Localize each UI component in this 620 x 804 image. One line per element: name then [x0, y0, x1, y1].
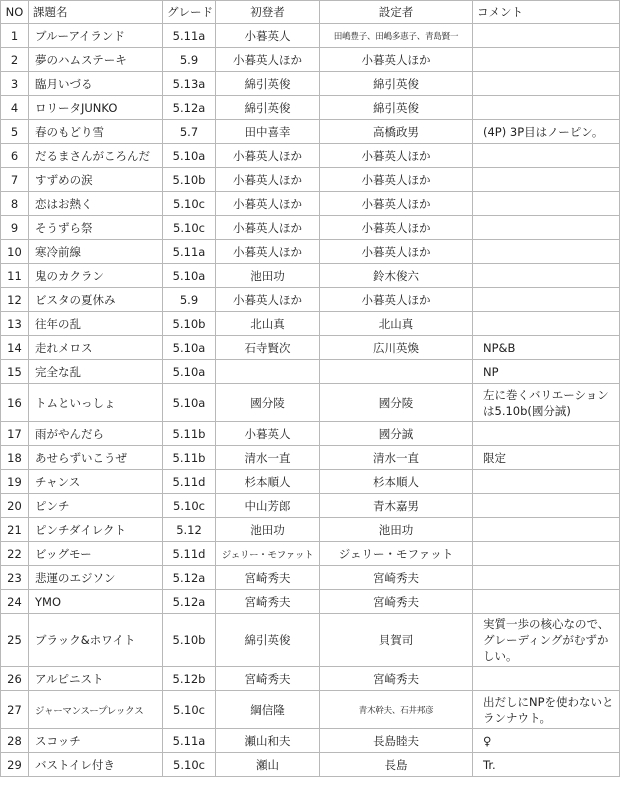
- cell-setter: 貝賀司: [320, 614, 473, 667]
- cell-no: 22: [1, 542, 29, 566]
- table-row: [1, 72, 620, 96]
- cell-first-ascent: 杉本順人: [216, 470, 320, 494]
- cell-no: 4: [1, 96, 29, 120]
- cell-no: 23: [1, 566, 29, 590]
- cell-no: 29: [1, 753, 29, 777]
- cell-grade: 5.7: [163, 120, 216, 144]
- cell-comment: [473, 542, 620, 566]
- cell-grade: 5.11d: [163, 470, 216, 494]
- cell-setter: 清水一直: [320, 446, 473, 470]
- table-row: [1, 192, 620, 216]
- cell-first-ascent: 清水一直: [216, 446, 320, 470]
- table-row: [1, 312, 620, 336]
- table-row: [1, 24, 620, 48]
- header-first-ascent: 初登者: [216, 1, 320, 24]
- cell-route-name: ロリータJUNKO: [29, 96, 163, 120]
- cell-no: 11: [1, 264, 29, 288]
- cell-route-name: ブルーアイランド: [29, 24, 163, 48]
- cell-comment: [473, 24, 620, 48]
- cell-setter: 綿引英俊: [320, 72, 473, 96]
- cell-setter: 北山真: [320, 312, 473, 336]
- table-row: [1, 494, 620, 518]
- cell-grade: 5.10b: [163, 168, 216, 192]
- cell-first-ascent: 小暮英人: [216, 422, 320, 446]
- cell-setter: 小暮英人ほか: [320, 240, 473, 264]
- cell-grade: 5.12: [163, 518, 216, 542]
- cell-no: 17: [1, 422, 29, 446]
- cell-comment: [473, 667, 620, 691]
- cell-route-name: トムといっしょ: [29, 384, 163, 422]
- cell-grade: 5.10c: [163, 216, 216, 240]
- cell-setter: 広川英煥: [320, 336, 473, 360]
- cell-route-name: 夢のハムステーキ: [29, 48, 163, 72]
- table-row: [1, 667, 620, 691]
- cell-first-ascent: 小暮英人ほか: [216, 288, 320, 312]
- table-row: [1, 96, 620, 120]
- cell-first-ascent: 宮崎秀夫: [216, 566, 320, 590]
- cell-grade: 5.10a: [163, 264, 216, 288]
- table-row: [1, 48, 620, 72]
- table-row: [1, 590, 620, 614]
- cell-grade: 5.10b: [163, 614, 216, 667]
- cell-first-ascent: 小暮英人: [216, 24, 320, 48]
- cell-grade: 5.11b: [163, 422, 216, 446]
- header-row: [1, 1, 620, 24]
- cell-first-ascent: 石寺賢次: [216, 336, 320, 360]
- cell-route-name: 走れメロス: [29, 336, 163, 360]
- cell-no: 24: [1, 590, 29, 614]
- cell-comment: [473, 264, 620, 288]
- cell-setter: 小暮英人ほか: [320, 144, 473, 168]
- cell-grade: 5.12a: [163, 566, 216, 590]
- cell-comment: [473, 422, 620, 446]
- cell-first-ascent: 小暮英人ほか: [216, 144, 320, 168]
- cell-grade: 5.12a: [163, 590, 216, 614]
- cell-route-name: ピンチダイレクト: [29, 518, 163, 542]
- cell-grade: 5.12b: [163, 667, 216, 691]
- table-row: [1, 336, 620, 360]
- cell-setter: 長島: [320, 753, 473, 777]
- cell-route-name: YMO: [29, 590, 163, 614]
- cell-no: 12: [1, 288, 29, 312]
- cell-grade: 5.11a: [163, 24, 216, 48]
- cell-comment: ♀: [473, 729, 620, 753]
- cell-grade: 5.10c: [163, 691, 216, 729]
- cell-first-ascent: ジェリー・モファット: [216, 542, 320, 566]
- table-row: [1, 384, 620, 422]
- cell-comment: 左に巻くバリエーションは5.10b(國分誠): [473, 384, 620, 422]
- cell-setter: 高橋政男: [320, 120, 473, 144]
- cell-setter: 長島睦夫: [320, 729, 473, 753]
- cell-no: 8: [1, 192, 29, 216]
- cell-route-name: 恋はお熱く: [29, 192, 163, 216]
- cell-route-name: だるまさんがころんだ: [29, 144, 163, 168]
- cell-grade: 5.11b: [163, 446, 216, 470]
- cell-comment: NP&B: [473, 336, 620, 360]
- table-row: [1, 216, 620, 240]
- cell-comment: [473, 518, 620, 542]
- cell-no: 7: [1, 168, 29, 192]
- cell-no: 10: [1, 240, 29, 264]
- cell-no: 27: [1, 691, 29, 729]
- cell-first-ascent: 小暮英人ほか: [216, 192, 320, 216]
- cell-first-ascent: 小暮英人ほか: [216, 48, 320, 72]
- table-row: [1, 144, 620, 168]
- cell-setter: 田嶋豊子、田嶋多恵子、青島賢一: [320, 24, 473, 48]
- cell-route-name: あせらずいこうぜ: [29, 446, 163, 470]
- cell-comment: [473, 494, 620, 518]
- cell-comment: [473, 566, 620, 590]
- cell-setter: 綿引英俊: [320, 96, 473, 120]
- cell-setter: ジェリー・モファット: [320, 542, 473, 566]
- cell-first-ascent: 宮崎秀夫: [216, 590, 320, 614]
- cell-setter: 小暮英人ほか: [320, 288, 473, 312]
- cell-route-name: ビッグモー: [29, 542, 163, 566]
- cell-setter: 國分陵: [320, 384, 473, 422]
- table-row: [1, 470, 620, 494]
- table-row: [1, 360, 620, 384]
- cell-route-name: 雨がやんだら: [29, 422, 163, 446]
- cell-grade: 5.9: [163, 48, 216, 72]
- cell-no: 18: [1, 446, 29, 470]
- cell-no: 16: [1, 384, 29, 422]
- cell-comment: [473, 144, 620, 168]
- cell-no: 9: [1, 216, 29, 240]
- cell-route-name: 往年の乱: [29, 312, 163, 336]
- cell-grade: 5.10b: [163, 312, 216, 336]
- cell-no: 5: [1, 120, 29, 144]
- table-row: [1, 288, 620, 312]
- table-row: [1, 566, 620, 590]
- cell-setter: 小暮英人ほか: [320, 168, 473, 192]
- cell-first-ascent: 綿引英俊: [216, 72, 320, 96]
- cell-route-name: すずめの涙: [29, 168, 163, 192]
- table-row: [1, 753, 620, 777]
- cell-setter: 池田功: [320, 518, 473, 542]
- cell-setter: 宮崎秀夫: [320, 667, 473, 691]
- cell-grade: 5.10c: [163, 192, 216, 216]
- cell-no: 6: [1, 144, 29, 168]
- table-row: [1, 120, 620, 144]
- cell-first-ascent: 田中喜幸: [216, 120, 320, 144]
- cell-no: 2: [1, 48, 29, 72]
- cell-first-ascent: 綿引英俊: [216, 96, 320, 120]
- cell-grade: 5.10a: [163, 360, 216, 384]
- cell-setter: 國分誠: [320, 422, 473, 446]
- table-row: [1, 518, 620, 542]
- cell-route-name: スコッチ: [29, 729, 163, 753]
- cell-route-name: ブラック&ホワイト: [29, 614, 163, 667]
- table-row: [1, 446, 620, 470]
- header-setter: 設定者: [320, 1, 473, 24]
- cell-grade: 5.10a: [163, 336, 216, 360]
- cell-no: 14: [1, 336, 29, 360]
- cell-route-name: 悲運のエジソン: [29, 566, 163, 590]
- cell-first-ascent: 國分陵: [216, 384, 320, 422]
- cell-route-name: ビスタの夏休み: [29, 288, 163, 312]
- cell-comment: [473, 216, 620, 240]
- cell-comment: NP: [473, 360, 620, 384]
- cell-setter: [320, 360, 473, 384]
- cell-grade: 5.11a: [163, 729, 216, 753]
- table-row: [1, 729, 620, 753]
- cell-grade: 5.11d: [163, 542, 216, 566]
- cell-first-ascent: 綿引英俊: [216, 614, 320, 667]
- cell-comment: [473, 192, 620, 216]
- table-row: [1, 614, 620, 667]
- cell-route-name: チャンス: [29, 470, 163, 494]
- cell-first-ascent: 綱信隆: [216, 691, 320, 729]
- cell-comment: [473, 240, 620, 264]
- cell-comment: 限定: [473, 446, 620, 470]
- cell-route-name: バストイレ付き: [29, 753, 163, 777]
- cell-no: 1: [1, 24, 29, 48]
- cell-grade: 5.12a: [163, 96, 216, 120]
- cell-setter: 鈴木俊六: [320, 264, 473, 288]
- cell-comment: [473, 288, 620, 312]
- cell-no: 15: [1, 360, 29, 384]
- cell-grade: 5.10a: [163, 144, 216, 168]
- cell-route-name: 完全な乱: [29, 360, 163, 384]
- cell-first-ascent: [216, 360, 320, 384]
- cell-first-ascent: 瀬山和夫: [216, 729, 320, 753]
- cell-route-name: そうずら祭: [29, 216, 163, 240]
- cell-setter: 宮崎秀夫: [320, 566, 473, 590]
- cell-no: 3: [1, 72, 29, 96]
- cell-first-ascent: 中山芳郎: [216, 494, 320, 518]
- cell-no: 28: [1, 729, 29, 753]
- cell-first-ascent: 北山真: [216, 312, 320, 336]
- cell-first-ascent: 宮崎秀夫: [216, 667, 320, 691]
- cell-no: 13: [1, 312, 29, 336]
- cell-grade: 5.9: [163, 288, 216, 312]
- cell-route-name: 春のもどり雪: [29, 120, 163, 144]
- header-route-name: 課題名: [29, 1, 163, 24]
- table-row: [1, 422, 620, 446]
- cell-comment: Tr.: [473, 753, 620, 777]
- cell-grade: 5.10c: [163, 753, 216, 777]
- cell-first-ascent: 池田功: [216, 518, 320, 542]
- cell-first-ascent: 小暮英人ほか: [216, 240, 320, 264]
- cell-route-name: 寒冷前線: [29, 240, 163, 264]
- cell-no: 25: [1, 614, 29, 667]
- cell-comment: 出だしにNPを使わないとランナウト。: [473, 691, 620, 729]
- cell-setter: 青木嘉男: [320, 494, 473, 518]
- cell-no: 26: [1, 667, 29, 691]
- cell-route-name: 鬼のカクラン: [29, 264, 163, 288]
- cell-setter: 青木幹夫、石井邦彦: [320, 691, 473, 729]
- cell-comment: [473, 168, 620, 192]
- cell-comment: [473, 312, 620, 336]
- cell-no: 20: [1, 494, 29, 518]
- table-row: [1, 168, 620, 192]
- cell-setter: 杉本順人: [320, 470, 473, 494]
- cell-setter: 小暮英人ほか: [320, 216, 473, 240]
- cell-first-ascent: 小暮英人ほか: [216, 216, 320, 240]
- cell-comment: [473, 48, 620, 72]
- cell-no: 19: [1, 470, 29, 494]
- cell-route-name: 臨月いづる: [29, 72, 163, 96]
- cell-setter: 宮崎秀夫: [320, 590, 473, 614]
- cell-comment: [473, 96, 620, 120]
- cell-comment: [473, 470, 620, 494]
- header-no: NO: [1, 1, 29, 24]
- cell-route-name: ジャーマンスープレックス: [29, 691, 163, 729]
- cell-grade: 5.10a: [163, 384, 216, 422]
- cell-grade: 5.11a: [163, 240, 216, 264]
- cell-first-ascent: 瀬山: [216, 753, 320, 777]
- cell-comment: 実質一歩の核心なので、グレーディングがむずかしい。: [473, 614, 620, 667]
- cell-grade: 5.13a: [163, 72, 216, 96]
- cell-comment: (4P) 3P目はノーピン。: [473, 120, 620, 144]
- cell-grade: 5.10c: [163, 494, 216, 518]
- header-grade: グレード: [163, 1, 216, 24]
- table-row: [1, 240, 620, 264]
- cell-comment: [473, 590, 620, 614]
- cell-comment: [473, 72, 620, 96]
- table-row: [1, 264, 620, 288]
- cell-no: 21: [1, 518, 29, 542]
- cell-first-ascent: 小暮英人ほか: [216, 168, 320, 192]
- cell-first-ascent: 池田功: [216, 264, 320, 288]
- cell-setter: 小暮英人ほか: [320, 48, 473, 72]
- table-body: [1, 24, 620, 777]
- cell-route-name: ピンチ: [29, 494, 163, 518]
- cell-setter: 小暮英人ほか: [320, 192, 473, 216]
- header-comment: コメント: [473, 1, 620, 24]
- table-row: [1, 691, 620, 729]
- table-row: [1, 542, 620, 566]
- cell-route-name: アルピニスト: [29, 667, 163, 691]
